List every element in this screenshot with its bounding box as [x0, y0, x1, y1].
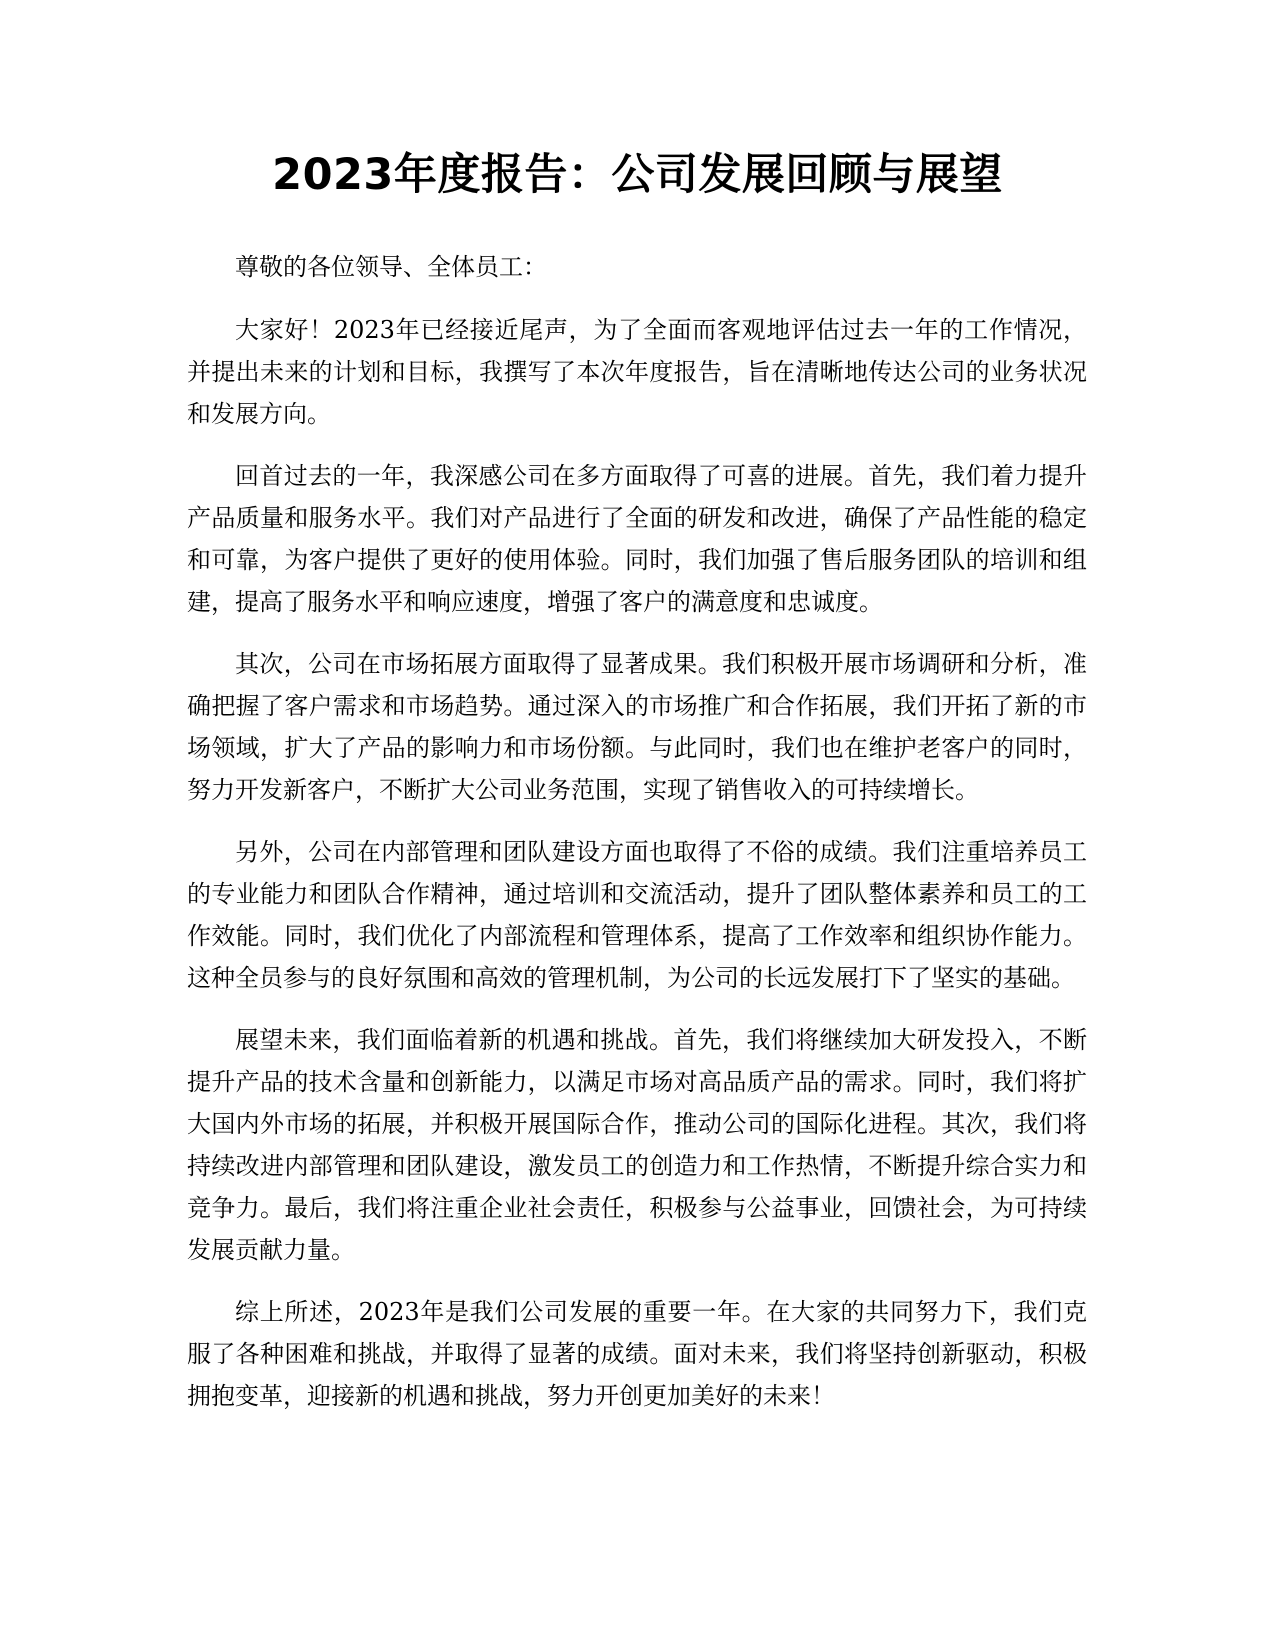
document-body [187, 246, 1087, 1437]
paragraph-outlook: 展望未来，我们面临着新的机遇和挑战。首先，我们将继续加大研发投入，不断提升产品的技术含量和创新能力，以满足市场对高品质产品的需求。同时，我们将扩大国内外市场的拓展，并积极开展国际合作，推动公司的国际化进程。其次，我们将持续改进内部管理和团队建设，激发员工的创造力和工作热情，不断提升综合实力和竞争力。最后，我们将注重企业社会责任，积极参与公益事业，回馈社会，为可持续发展贡献力量。 [187, 1026, 1087, 1264]
paragraph-review-management: 另外，公司在内部管理和团队建设方面也取得了不俗的成绩。我们注重培养员工的专业能力和团队合作精神，通过培训和交流活动，提升了团队整体素养和员工的工作效能。同时，我们优化了内部流程和管理体系，提高了工作效率和组织协作能力。这种全员参与的良好氛围和高效的管理机制，为公司的长远发展打下了坚实的基础。 [187, 838, 1087, 992]
paragraph-review-market: 其次，公司在市场拓展方面取得了显著成果。我们积极开展市场调研和分析，准确把握了客户需求和市场趋势。通过深入的市场推广和合作拓展，我们开拓了新的市场领域，扩大了产品的影响力和市场份额。与此同时，我们也在维护老客户的同时，努力开发新客户，不断扩大公司业务范围，实现了销售收入的可持续增长。 [187, 650, 1087, 804]
paragraph-greeting: 大家好！2023年已经接近尾声，为了全面而客观地评估过去一年的工作情况，并提出未来的计划和目标，我撰写了本次年度报告，旨在清晰地传达公司的业务状况和发展方向。 [187, 316, 1087, 428]
salutation: 尊敬的各位领导、全体员工： [235, 253, 547, 281]
paragraph-review-quality: 回首过去的一年，我深感公司在多方面取得了可喜的进展。首先，我们着力提升产品质量和服务水平。我们对产品进行了全面的研发和改进，确保了产品性能的稳定和可靠，为客户提供了更好的使用体验。同时，我们加强了售后服务团队的培训和组建，提高了服务水平和响应速度，增强了客户的满意度和忠诚度。 [187, 462, 1087, 616]
document-title: 2023年度报告：公司发展回顾与展望 [272, 150, 1003, 200]
paragraph-conclusion: 综上所述，2023年是我们公司发展的重要一年。在大家的共同努力下，我们克服了各种困难和挑战，并取得了显著的成绩。面对未来，我们将坚持创新驱动，积极拥抱变革，迎接新的机遇和挑战，努力开创更加美好的未来！ [187, 1298, 1087, 1410]
